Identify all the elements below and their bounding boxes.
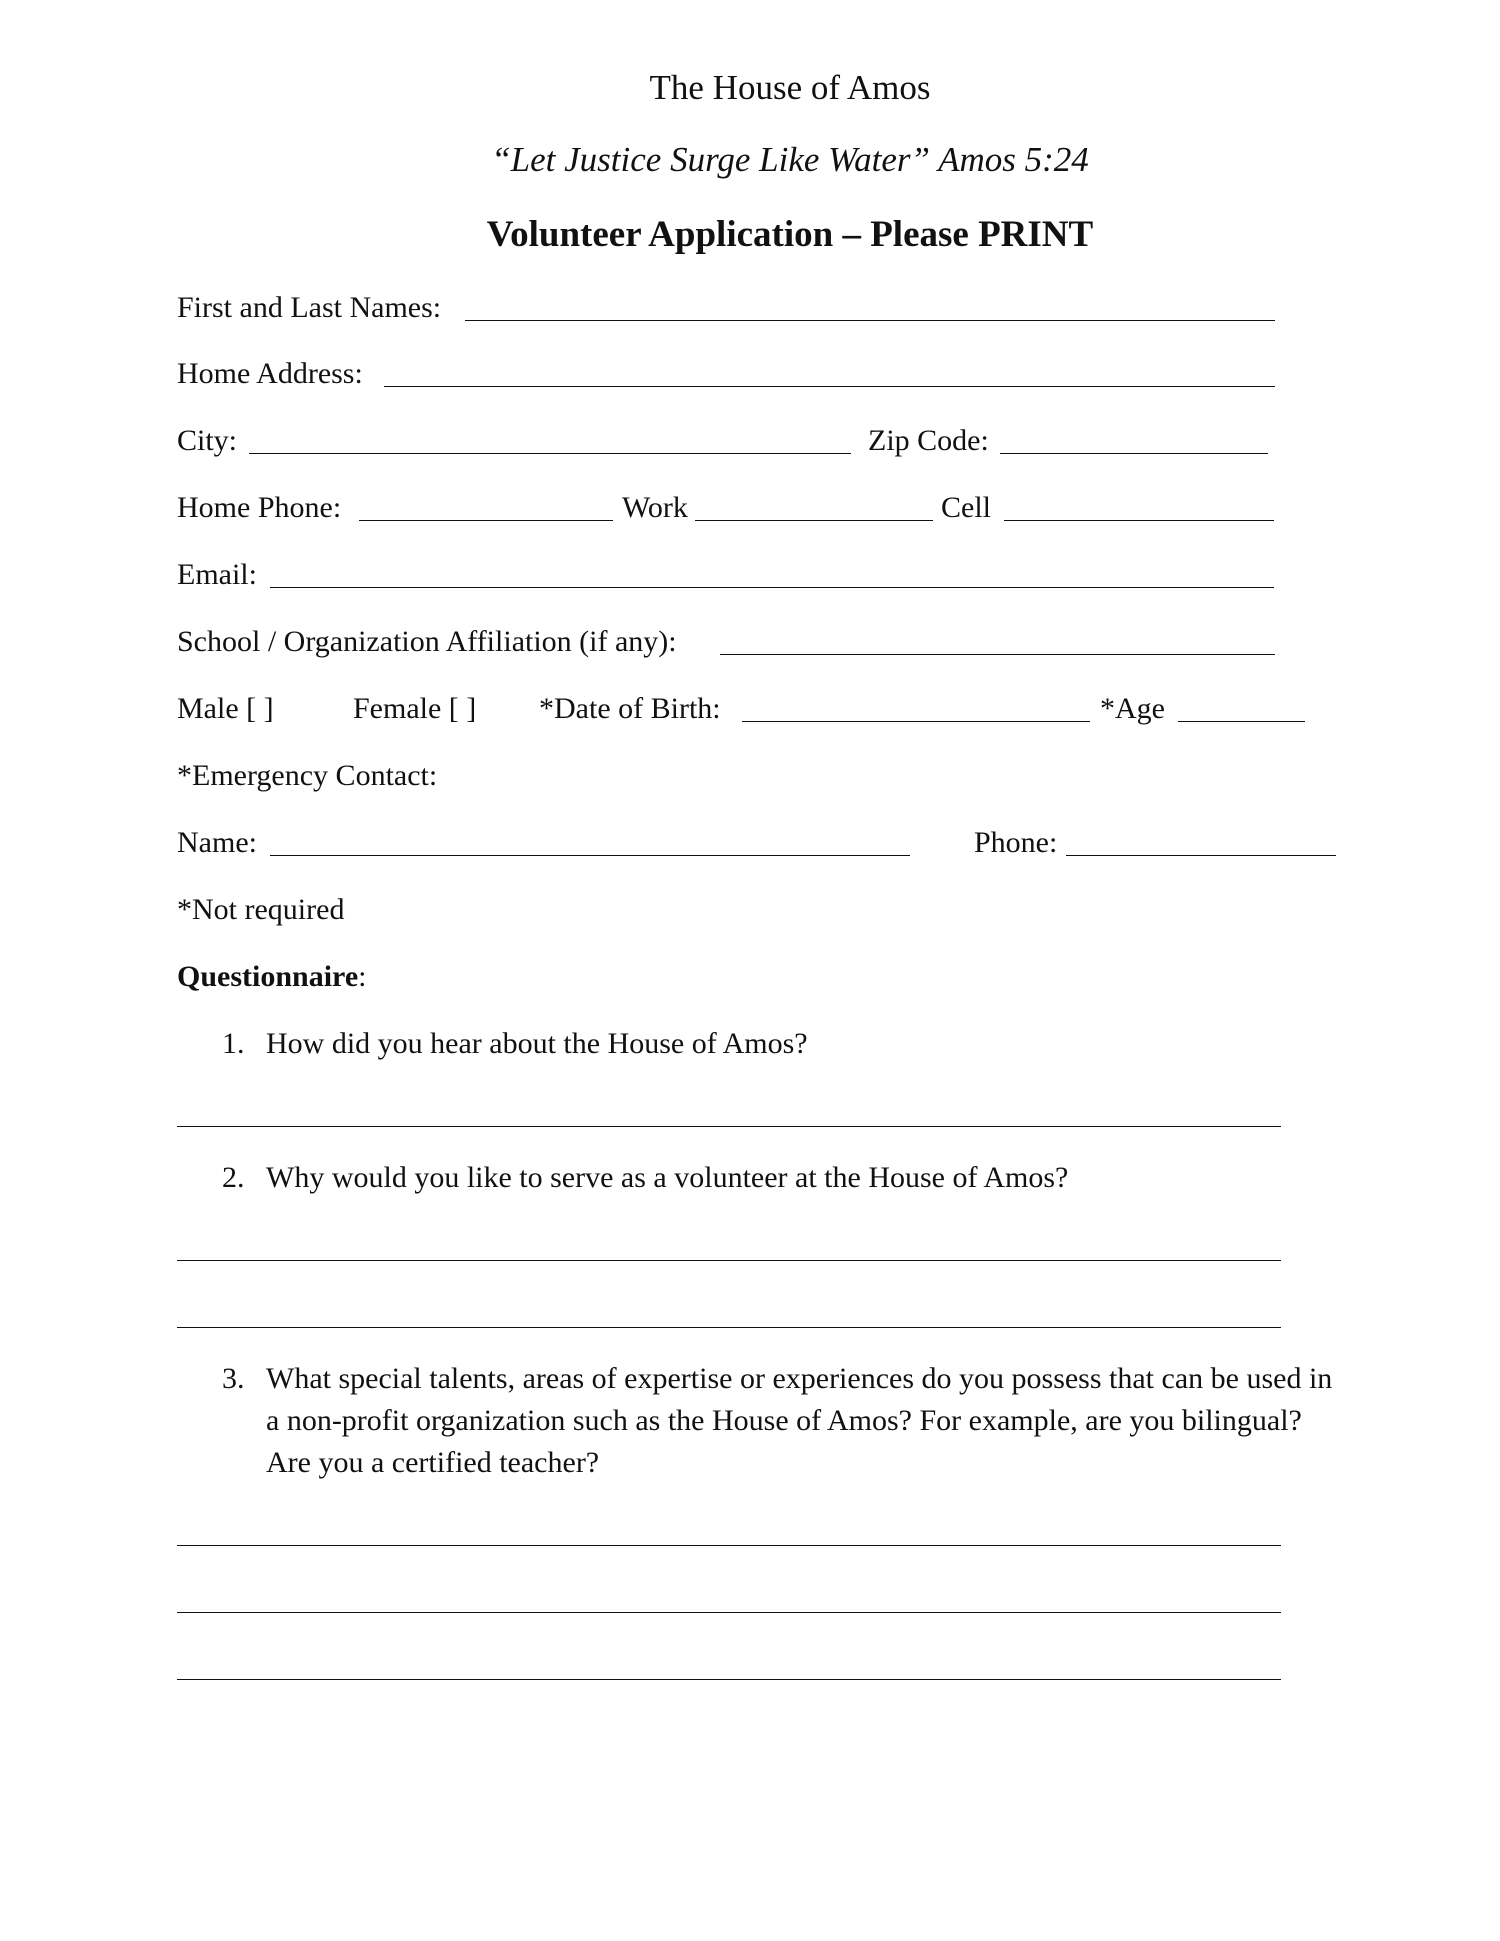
q3-text-line-3: Are you a certified teacher? <box>266 1446 600 1479</box>
org-name: The House of Amos <box>649 68 931 107</box>
zip-label: Zip Code: <box>868 424 989 457</box>
email-label: Email: <box>177 558 257 591</box>
email-field[interactable] <box>270 587 1274 588</box>
work-phone-field[interactable] <box>695 520 933 521</box>
q3-answer-line-3[interactable] <box>177 1679 1281 1680</box>
city-label: City: <box>177 424 238 457</box>
emergency-name-field[interactable] <box>270 855 910 856</box>
q3-text-line-2: a non-profit organization such as the House of Amos? For example, are you bilingual? <box>266 1404 1302 1437</box>
emergency-phone-label: Phone: <box>974 826 1058 859</box>
home-phone-label: Home Phone: <box>177 491 342 524</box>
q1-number: 1. <box>222 1027 245 1060</box>
q1-answer-line[interactable] <box>177 1126 1281 1127</box>
female-checkbox[interactable]: Female [ ] <box>353 692 477 725</box>
questionnaire-heading-text: Questionnaire <box>177 960 359 993</box>
address-label: Home Address: <box>177 357 363 390</box>
zip-field[interactable] <box>1000 453 1268 454</box>
cell-phone-field[interactable] <box>1004 520 1274 521</box>
affiliation-label: School / Organization Affiliation (if any): <box>177 625 677 658</box>
q3-answer-line-1[interactable] <box>177 1545 1281 1546</box>
questionnaire-heading-colon: : <box>358 960 367 993</box>
q2-answer-line-2[interactable] <box>177 1327 1281 1328</box>
male-checkbox[interactable]: Male [ ] <box>177 692 274 725</box>
q1-text: How did you hear about the House of Amos? <box>266 1027 808 1060</box>
q2-number: 2. <box>222 1161 245 1194</box>
verse-tagline: “Let Justice Surge Like Water” Amos 5:24 <box>491 140 1089 179</box>
address-field[interactable] <box>384 386 1275 387</box>
q3-answer-line-2[interactable] <box>177 1612 1281 1613</box>
q3-number: 3. <box>222 1362 245 1395</box>
names-field[interactable] <box>465 320 1275 321</box>
cell-phone-label: Cell <box>941 491 991 524</box>
dob-field[interactable] <box>742 721 1090 722</box>
age-label: *Age <box>1100 692 1165 725</box>
emergency-contact-label: *Emergency Contact: <box>177 759 438 792</box>
form-title: Volunteer Application – Please PRINT <box>486 214 1094 255</box>
dob-label: *Date of Birth: <box>539 692 721 725</box>
home-phone-field[interactable] <box>359 520 613 521</box>
q3-text-line-1: What special talents, areas of expertise or experiences do you possess that can be used in <box>266 1362 1333 1395</box>
city-field[interactable] <box>249 453 851 454</box>
questionnaire-heading <box>177 959 366 995</box>
affiliation-field[interactable] <box>720 654 1275 655</box>
names-label: First and Last Names: <box>177 291 442 324</box>
work-phone-label: Work <box>622 491 688 524</box>
emergency-phone-field[interactable] <box>1066 855 1336 856</box>
age-field[interactable] <box>1178 721 1305 722</box>
q2-text: Why would you like to serve as a volunteer at the House of Amos? <box>266 1161 1069 1194</box>
not-required-note: *Not required <box>177 893 345 926</box>
q2-answer-line-1[interactable] <box>177 1260 1281 1261</box>
emergency-name-label: Name: <box>177 826 257 859</box>
